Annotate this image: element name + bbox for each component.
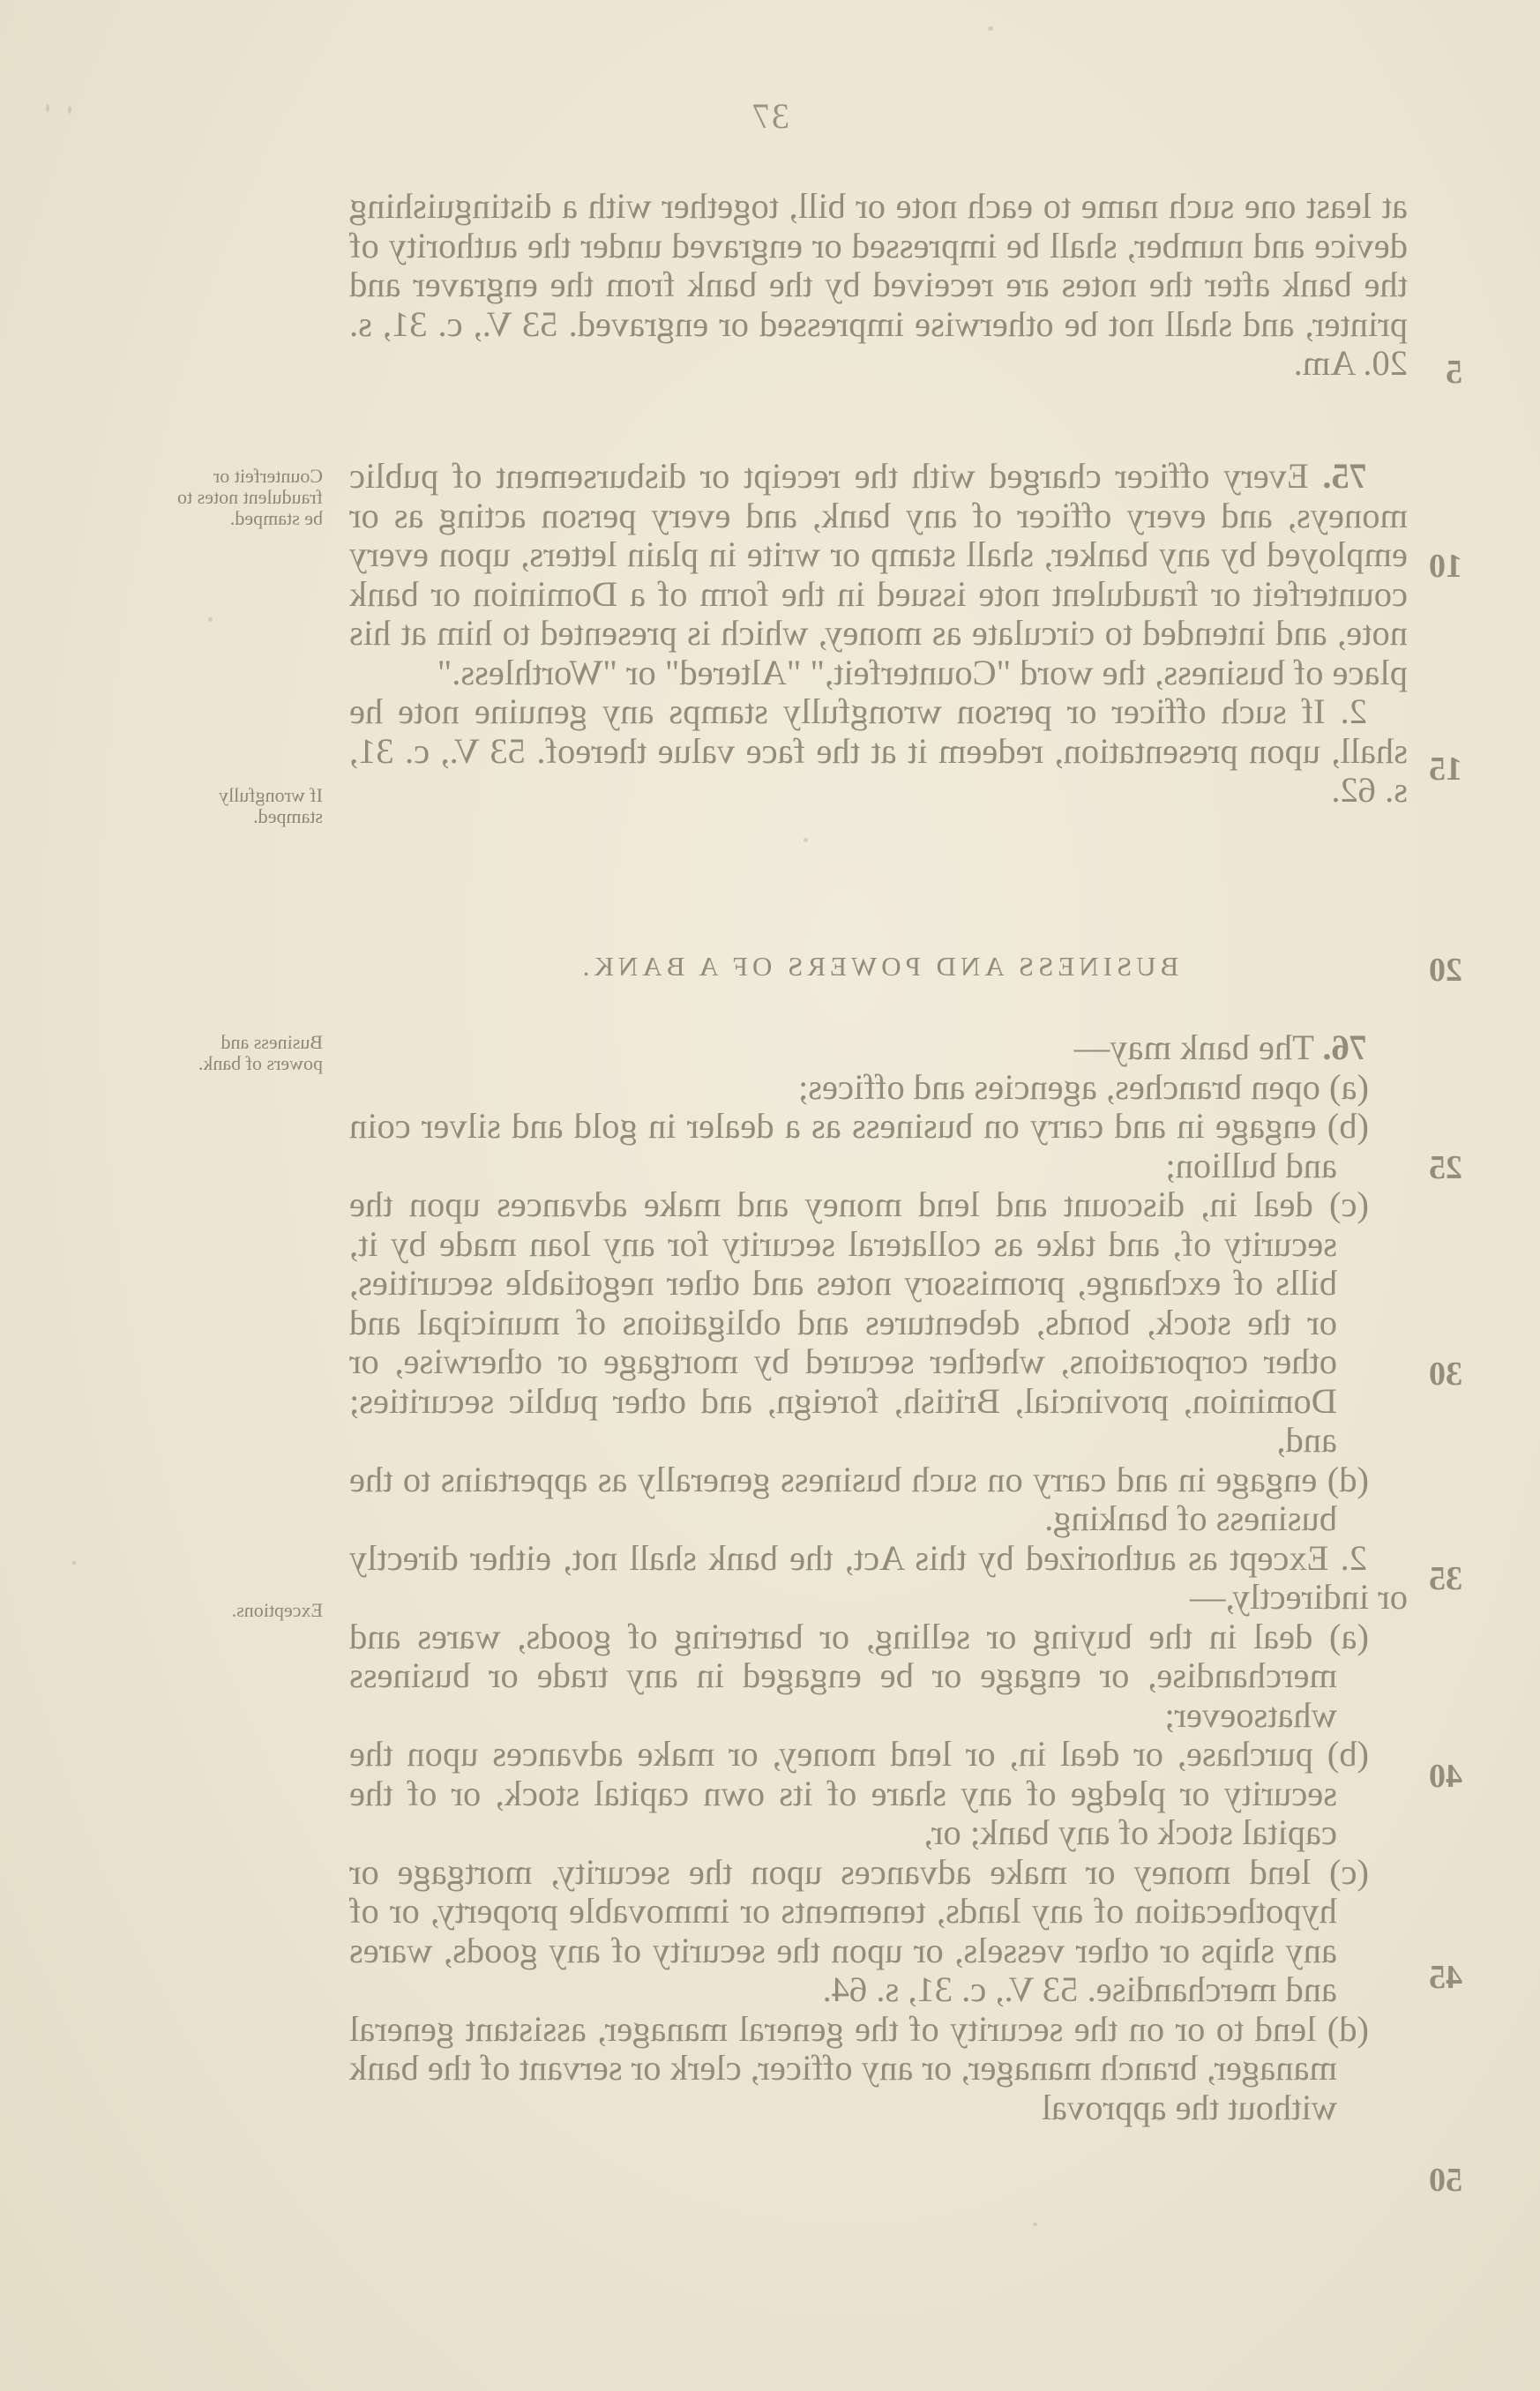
margin-note: Business and powers of bank. [198,1031,323,1074]
paper-speck [208,617,213,622]
section-number: 76. [1322,1027,1367,1067]
paper-speck [1033,2223,1037,2226]
subsection-text: 2. Except as authorized by this Act, the bank shall not, either directly or indirectly,— [349,1537,1408,1617]
section-76-intro [349,1028,1408,1068]
paper-speck [804,838,808,842]
line-number: 15 [1429,751,1462,788]
section-number: 75. [1322,456,1367,496]
body-paragraph-intro [349,187,1408,384]
section-heading: BUSINESS AND POWERS OF A BANK. [578,951,1179,982]
line-number: 45 [1429,1959,1462,1996]
section-75-paragraph [349,457,1408,692]
line-number: 40 [1429,1758,1462,1795]
page-number: 37 [751,96,789,136]
line-number: 30 [1429,1356,1462,1393]
margin-note: Exceptions. [231,1599,323,1621]
section-76 [349,1028,1408,2127]
margin-note: Counterfeit or fraudulent notes to be stamped. [177,465,323,529]
line-number: 10 [1429,548,1462,585]
exception-b: (b) purchase, or deal in, or lend money, or make advances upon the security or pledge of any share of its own capital stock, or of the capital stock of any bank; or, [349,1734,1369,1852]
exception-a: (a) deal in the buying or selling, or bartering of goods, wares and merchandise, or engage or be engaged in any trade or business whatsoever; [349,1616,1369,1735]
section-text: Every officer charged with the receipt or disbursement of public moneys, and every officer of any bank, and every person acting as or employed by any banker, shall stamp or write in plain letters, upon every counterfeit or fraudulent note issued in the form of a Dominion or bank note, and intended to circulate as money, which is presented to him at his place of business, the word "Counterfeit," "Altered" or "Worthless." [348,456,1408,692]
line-number: 35 [1429,1560,1462,1597]
paragraph-text: at least one such name to each note or bill, together with a distinguishing device and number, shall be impressed or engraved under the authority of the bank after the notes are received by the bank from the engraver and printer, and shall not be otherwise impressed or engraved. 53 V., c. 31, s. 20. Am. [349,186,1408,383]
margin-note: If wrongfully stamped. [219,784,323,827]
line-number: 20 [1429,952,1462,989]
clause-a: (a) open branches, agencies and offices; [798,1066,1369,1107]
clause-c: (c) deal in, discount and lend money and make advances upon the security of, and take as collateral security for any loan made by it, bills of exchange, promissory notes and other negotiable securities, or the stock, bonds, debentures and obligations of municipal and other corporations, whether secured by mortgage or otherwise, or Dominion, provincial, British, foreign, and other public securities; and, [349,1184,1369,1460]
paper-speck [988,26,993,31]
paper-speck [72,1561,76,1565]
exception-d: (d) lend to or on the security of the general manager, assistant general manager, branch manager, or any officer, clerk or servant of the bank without the approval [349,2008,1369,2127]
section-75 [349,457,1408,811]
line-number: 5 [1446,354,1462,391]
clause-d: (d) engage in and carry on such business generally as appertains to the business of banking. [349,1459,1369,1538]
line-number: 50 [1429,2162,1462,2199]
line-number: 25 [1429,1149,1462,1186]
clause-b: (b) engage in and carry on business as a dealer in gold and silver coin and bullion; [349,1106,1369,1185]
subsection-text: 2. If such officer or person wrongfully stamps any genuine note he shall, upon presentation, redeem it at the face value thereof. 53 V., c. 31, s. 62. [349,691,1408,810]
section-text: The bank may— [1073,1027,1314,1067]
exception-c: (c) lend money or make advances upon the security, mortgage or hypothecation of any lands, tenements or immovable property, or of any ships or other vessels, or upon the security of any goods, wares and merchandise. 53 V., c. 31, s. 64. [349,1851,1369,2009]
